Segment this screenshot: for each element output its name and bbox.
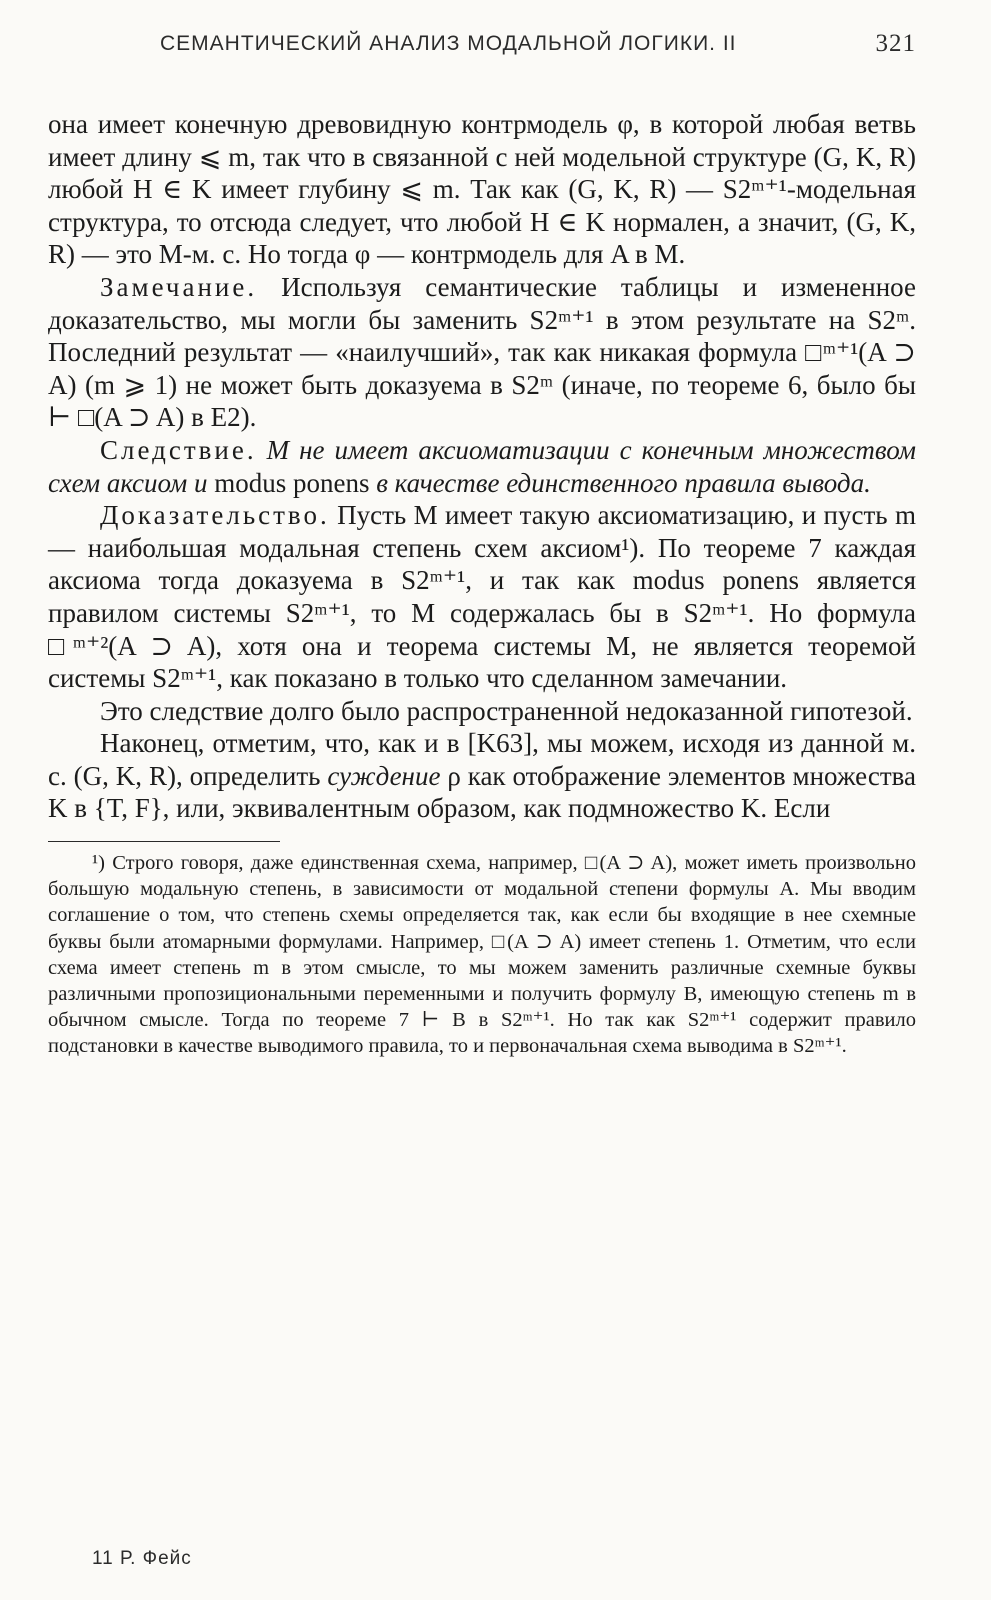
corollary-label: Следствие. bbox=[100, 434, 257, 465]
final-text-c: ρ как отображение элементов множества K в {T, F}, или, эквивалентным образом, как подмножество K. Если bbox=[48, 760, 916, 824]
corollary-text-c: в качестве единственного правила вывода. bbox=[369, 467, 871, 498]
footnote: ¹) Строго говоря, даже единственная схема, например, □(A ⊃ A), может иметь произвольно большую модальную степень, в зависимости от модальной степени формулы A. Мы вводим соглашение о том, что степень схемы определяется так, как если бы входящие в нее схемные буквы были атомарными формулами. Например, □(A ⊃ A) имеет степень 1. Отметим, что если схема имеет степень m в этом смысле, то мы можем заменить различные схемные буквы различными пропозициональными переменными и получить формулу B, имеющую степень m в обычном смысле. Тогда по теореме 7 ⊢ B в S2ᵐ⁺¹. Но так как S2ᵐ⁺¹ содержит правило подстановки в качестве выводимого правила, то и первоначальная схема выводима в S2ᵐ⁺¹. bbox=[48, 852, 916, 1058]
paragraph-proof bbox=[48, 499, 916, 695]
proof-text: Пусть M имеет такую аксиоматизацию, и пусть m — наибольшая модальная степень схем аксиом¹). По теореме 7 каждая аксиома тогда доказуема в S2ᵐ⁺¹, и так как modus ponens является правилом системы S2ᵐ⁺¹, то M содержалась бы в S2ᵐ⁺¹. Но формула □ᵐ⁺²(A ⊃ A), хотя она и теорема системы M, не является теоремой системы S2ᵐ⁺¹, как показано в только что сделанном замечании. bbox=[48, 500, 916, 694]
remark-text: Используя семантические таблицы и измененное доказательство, мы могли бы заменить S2ᵐ⁺¹ в этом результате на S2ᵐ. Последний результат — «наилучший», так как никакая формула □ᵐ⁺¹(A ⊃ A) (m ⩾ 1) не может быть доказуема в S2ᵐ (иначе, по теореме 6, было бы ⊢ □(A ⊃ A) в E2). bbox=[48, 271, 916, 433]
paragraph-corollary bbox=[48, 434, 916, 499]
running-head bbox=[48, 24, 916, 64]
final-text-a: Наконец, отметим, что, как и в [K63], мы можем, исходя из данной м. с. (G, K, R), определить bbox=[48, 728, 916, 791]
book-page bbox=[48, 24, 916, 1060]
proof-label: Доказательство. bbox=[100, 500, 330, 531]
paragraph-hypothesis: Это следствие долго было распространенной недоказанной гипотезой. bbox=[100, 695, 913, 726]
corollary-modus-ponens: modus ponens bbox=[214, 467, 370, 498]
paragraph-continuation: она имеет конечную древовидную контрмодель φ, в которой любая ветвь имеет длину ⩽ m, так что в связанной с ней модельной структуре (G, K, R) любой H ∈ K имеет глубину ⩽ m. Так как (G, K, R) — S2ᵐ⁺¹-модельная структура, то отсюда следует, что любой H ∈ K нормален, а значит, (G, K, R) — это M-м. с. Но тогда φ — контрмодель для A в M. bbox=[48, 109, 916, 270]
body-text bbox=[48, 108, 916, 825]
corollary-text-a: M не имеет аксиоматизации с конечным множеством схем аксиом и bbox=[48, 434, 916, 498]
paragraph-final bbox=[48, 727, 916, 825]
footnote-divider bbox=[48, 841, 280, 842]
printer-signature: 11 Р. Фейс bbox=[92, 1548, 192, 1569]
running-title: СЕМАНТИЧЕСКИЙ АНАЛИЗ МОДАЛЬНОЙ ЛОГИКИ. II bbox=[160, 32, 737, 55]
paragraph-remark bbox=[48, 271, 916, 434]
final-term: суждение bbox=[327, 760, 441, 791]
page-number: 321 bbox=[875, 30, 916, 57]
remark-label: Замечание. bbox=[100, 271, 258, 302]
